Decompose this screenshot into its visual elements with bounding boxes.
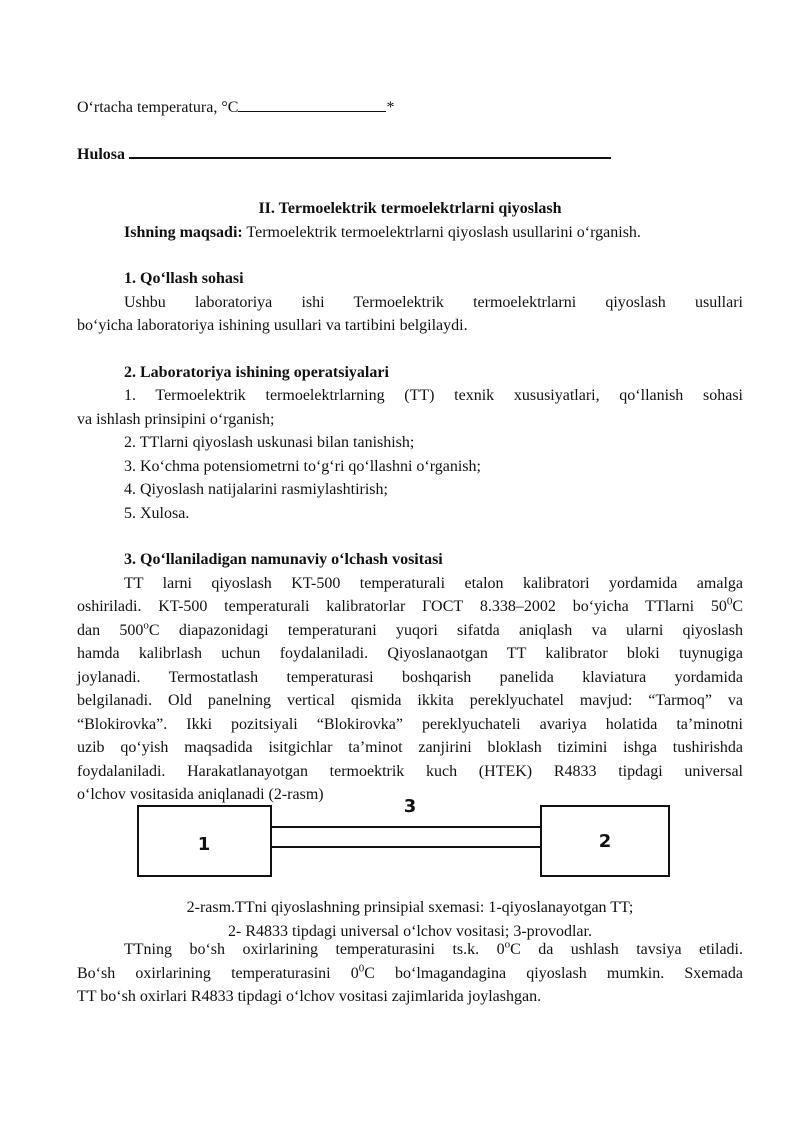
temperature-blank [238,97,386,112]
conclusion-blank [129,143,611,159]
s3-line2-unit: C [732,598,743,615]
s3-heading: 3. Qo‘llaniladigan namunaviy o‘lchash vositasi [124,551,443,568]
s3-line6: belgilanadi. Old panelning vertical qismida ikkita pereklyuchatel mavjud: “Tarmoq” va [77,692,743,709]
label-box-2: 2 [598,831,612,852]
temperature-label: O‘rtacha temperatura, °C [77,99,239,116]
figure-caption [77,896,743,943]
s3-line7: “Blokirovka”. Ikki pozitsiyali “Blokirovka” pereklyuchateli avariya holatida ta’minotni [77,715,743,733]
s3-line1: TT larni qiyoslash KT-500 temperaturali etalon kalibratori yordamida amalga [124,574,743,592]
after-line2-sup: 0 [358,962,365,975]
after-line2 [77,962,743,986]
s1-heading: 1. Qo‘llash sohasi [124,270,244,287]
section-title: II. Termoelektrik termoelektrlarni qiyoslash [258,200,562,217]
thermocouple-scheme-diagram [137,793,671,879]
label-box-1: 1 [197,834,211,855]
label-wires-3: 3 [403,796,417,817]
s3-line3 [77,619,743,643]
s2-item2: 2. TTlarni qiyoslash uskunasi bilan tanishish; [124,434,415,451]
s2-item3: 3. Ko‘chma potensiometrni to‘g‘ri qo‘llashni o‘rganish; [124,457,481,475]
caption-line2: 2- R4833 tipdagi universal o‘lchov vositasi; 3-provodlar. [228,922,592,940]
aim-line [77,221,743,245]
s1-line2: bo‘yicha laboratoriya ishining usullari va tartibini belgilaydi. [77,317,468,334]
conclusion-label: Hulosa [77,145,126,163]
closing-paragraph [77,938,743,1009]
caption-line1: 2-rasm.TTni qiyoslashning prinsipial sxemasi: 1-qiyoslanayotgan TT; [186,899,634,916]
s3-line10: o‘lchov vositasida aniqlanadi (2-rasm) [77,786,324,803]
temperature-suffix: * [386,99,395,116]
temperature-line [77,96,743,120]
after-line1-sup: o [504,938,511,951]
s3-line9: foydalaniladi. Harakatlanayotgan termoektrik kuch (HTEK) R4833 tipdagi universal [77,762,743,780]
s1-line1: Ushbu laboratoriya ishi Termoelektrik termoelektrlarni qiyoslash usullari [124,293,743,311]
after-line1-start: TTning bo‘sh oxirlarining temperaturasini ts.k. 0 [124,941,505,958]
after-line3: TT bo‘sh oxirlari R4833 tipdagi o‘lchov vositasi zajimlarida joylashgan. [77,988,542,1005]
s3-line5: joylanadi. Termostatlash temperaturasi boshqarish panelida klaviatura yordamida [77,668,743,686]
after-line1-end: C da ushlash tavsiya etiladi. [510,941,743,958]
s3-line2 [77,595,743,619]
after-line1 [77,938,743,962]
s3-line3-start: dan 500 [77,621,144,639]
s2-heading: 2. Laboratoriya ishining operatsiyalari [124,363,389,381]
s2-item1-line2: va ishlash prinsipini o‘rganish; [77,410,275,428]
aim-text: Termoelektrik termoelektrlarni qiyoslash usullarini o‘rganish. [242,223,641,241]
s2-item1-line1: 1. Termoelektrik termoelektrlarning (TT) texnik xususiyatlari, qo‘llanish sohasi [124,387,743,404]
s2-item4: 4. Qiyoslash natijalarini rasmiylashtirish; [124,481,388,498]
s3-line3-text: C diapazonidagi temperaturani yuqori sifatda aniqlash va ularni qiyoslash [148,621,743,639]
s3-line2-text: oshiriladi. KT-500 temperaturali kalibratorlar ГОСТ 8.338–2002 bo‘yicha TTlarni 50 [77,598,727,615]
after-line2-end: C bo‘lmagandagina qiyoslash mumkin. Sxemada [364,964,744,982]
aim-label: Ishning maqsadi: [124,223,243,241]
after-line2-start: Bo‘sh oxirlarining temperaturasini 0 [77,964,359,982]
conclusion-line [77,143,743,167]
s3-line3-sup: o [143,619,149,632]
s2-item5: 5. Xulosa. [124,504,190,522]
s3-line4: hamda kalibrlash uchun foydalaniladi. Qiyoslanaotgan TT kalibrator bloki tuynugiga [77,645,743,662]
s3-line8: uzib qo‘yish maqsadida isitgichlar ta’minot zanjirini bloklash tizimini ishga tushirishda [77,739,743,756]
document-page [77,96,743,807]
s3-line2-sup: 0 [726,595,733,608]
